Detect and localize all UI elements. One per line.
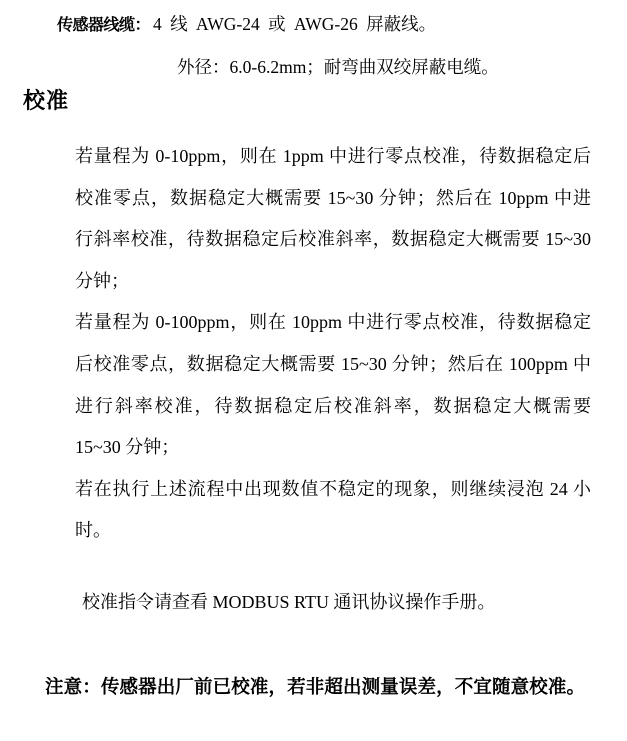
calibration-heading: 校准 <box>23 88 70 113</box>
outer-diameter-value: 外径：6.0-6.2mm；耐弯曲双绞屏蔽电缆。 <box>177 57 499 77</box>
paragraph-line: 若量程为 0-10ppm，则在 1ppm 中进行零点校准，待数据稳定后 <box>75 146 591 166</box>
paragraph-line: 行斜率校准，待数据稳定后校准斜率，数据稳定大概需要 15~30 <box>75 229 591 250</box>
paragraph-line: 15~30 分钟； <box>75 437 180 458</box>
paragraph-line: 时。 <box>75 520 111 541</box>
calibration-body <box>75 136 591 552</box>
paragraph-line: 若在执行上述流程中出现数值不稳定的现象，则继续浸泡 24 小 <box>75 478 591 499</box>
paragraph-line: 校准零点，数据稳定大概需要 15~30 分钟；然后在 10ppm 中进 <box>75 187 591 208</box>
sensor-cable-spec-row <box>57 11 436 36</box>
paragraph-line: 分钟； <box>75 270 129 291</box>
paragraph-line: 进行斜率校准，待数据稳定后校准斜率，数据稳定大概需要 <box>75 395 591 416</box>
modbus-instruction-reference: 校准指令请查看 MODBUS RTU 通讯协议操作手册。 <box>82 592 496 612</box>
sensor-cable-value: 4 线 AWG-24 或 AWG-26 屏蔽线。 <box>153 14 437 34</box>
paragraph-line: 若量程为 0-100ppm，则在 10ppm 中进行零点校准，待数据稳定 <box>75 312 591 333</box>
paragraph-line: 后校准零点，数据稳定大概需要 15~30 分钟；然后在 100ppm 中 <box>75 353 591 374</box>
calibration-warning-note: 注意：传感器出厂前已校准，若非超出测量误差，不宜随意校准。 <box>45 676 585 697</box>
sensor-cable-label: 传感器线缆： <box>57 17 151 34</box>
